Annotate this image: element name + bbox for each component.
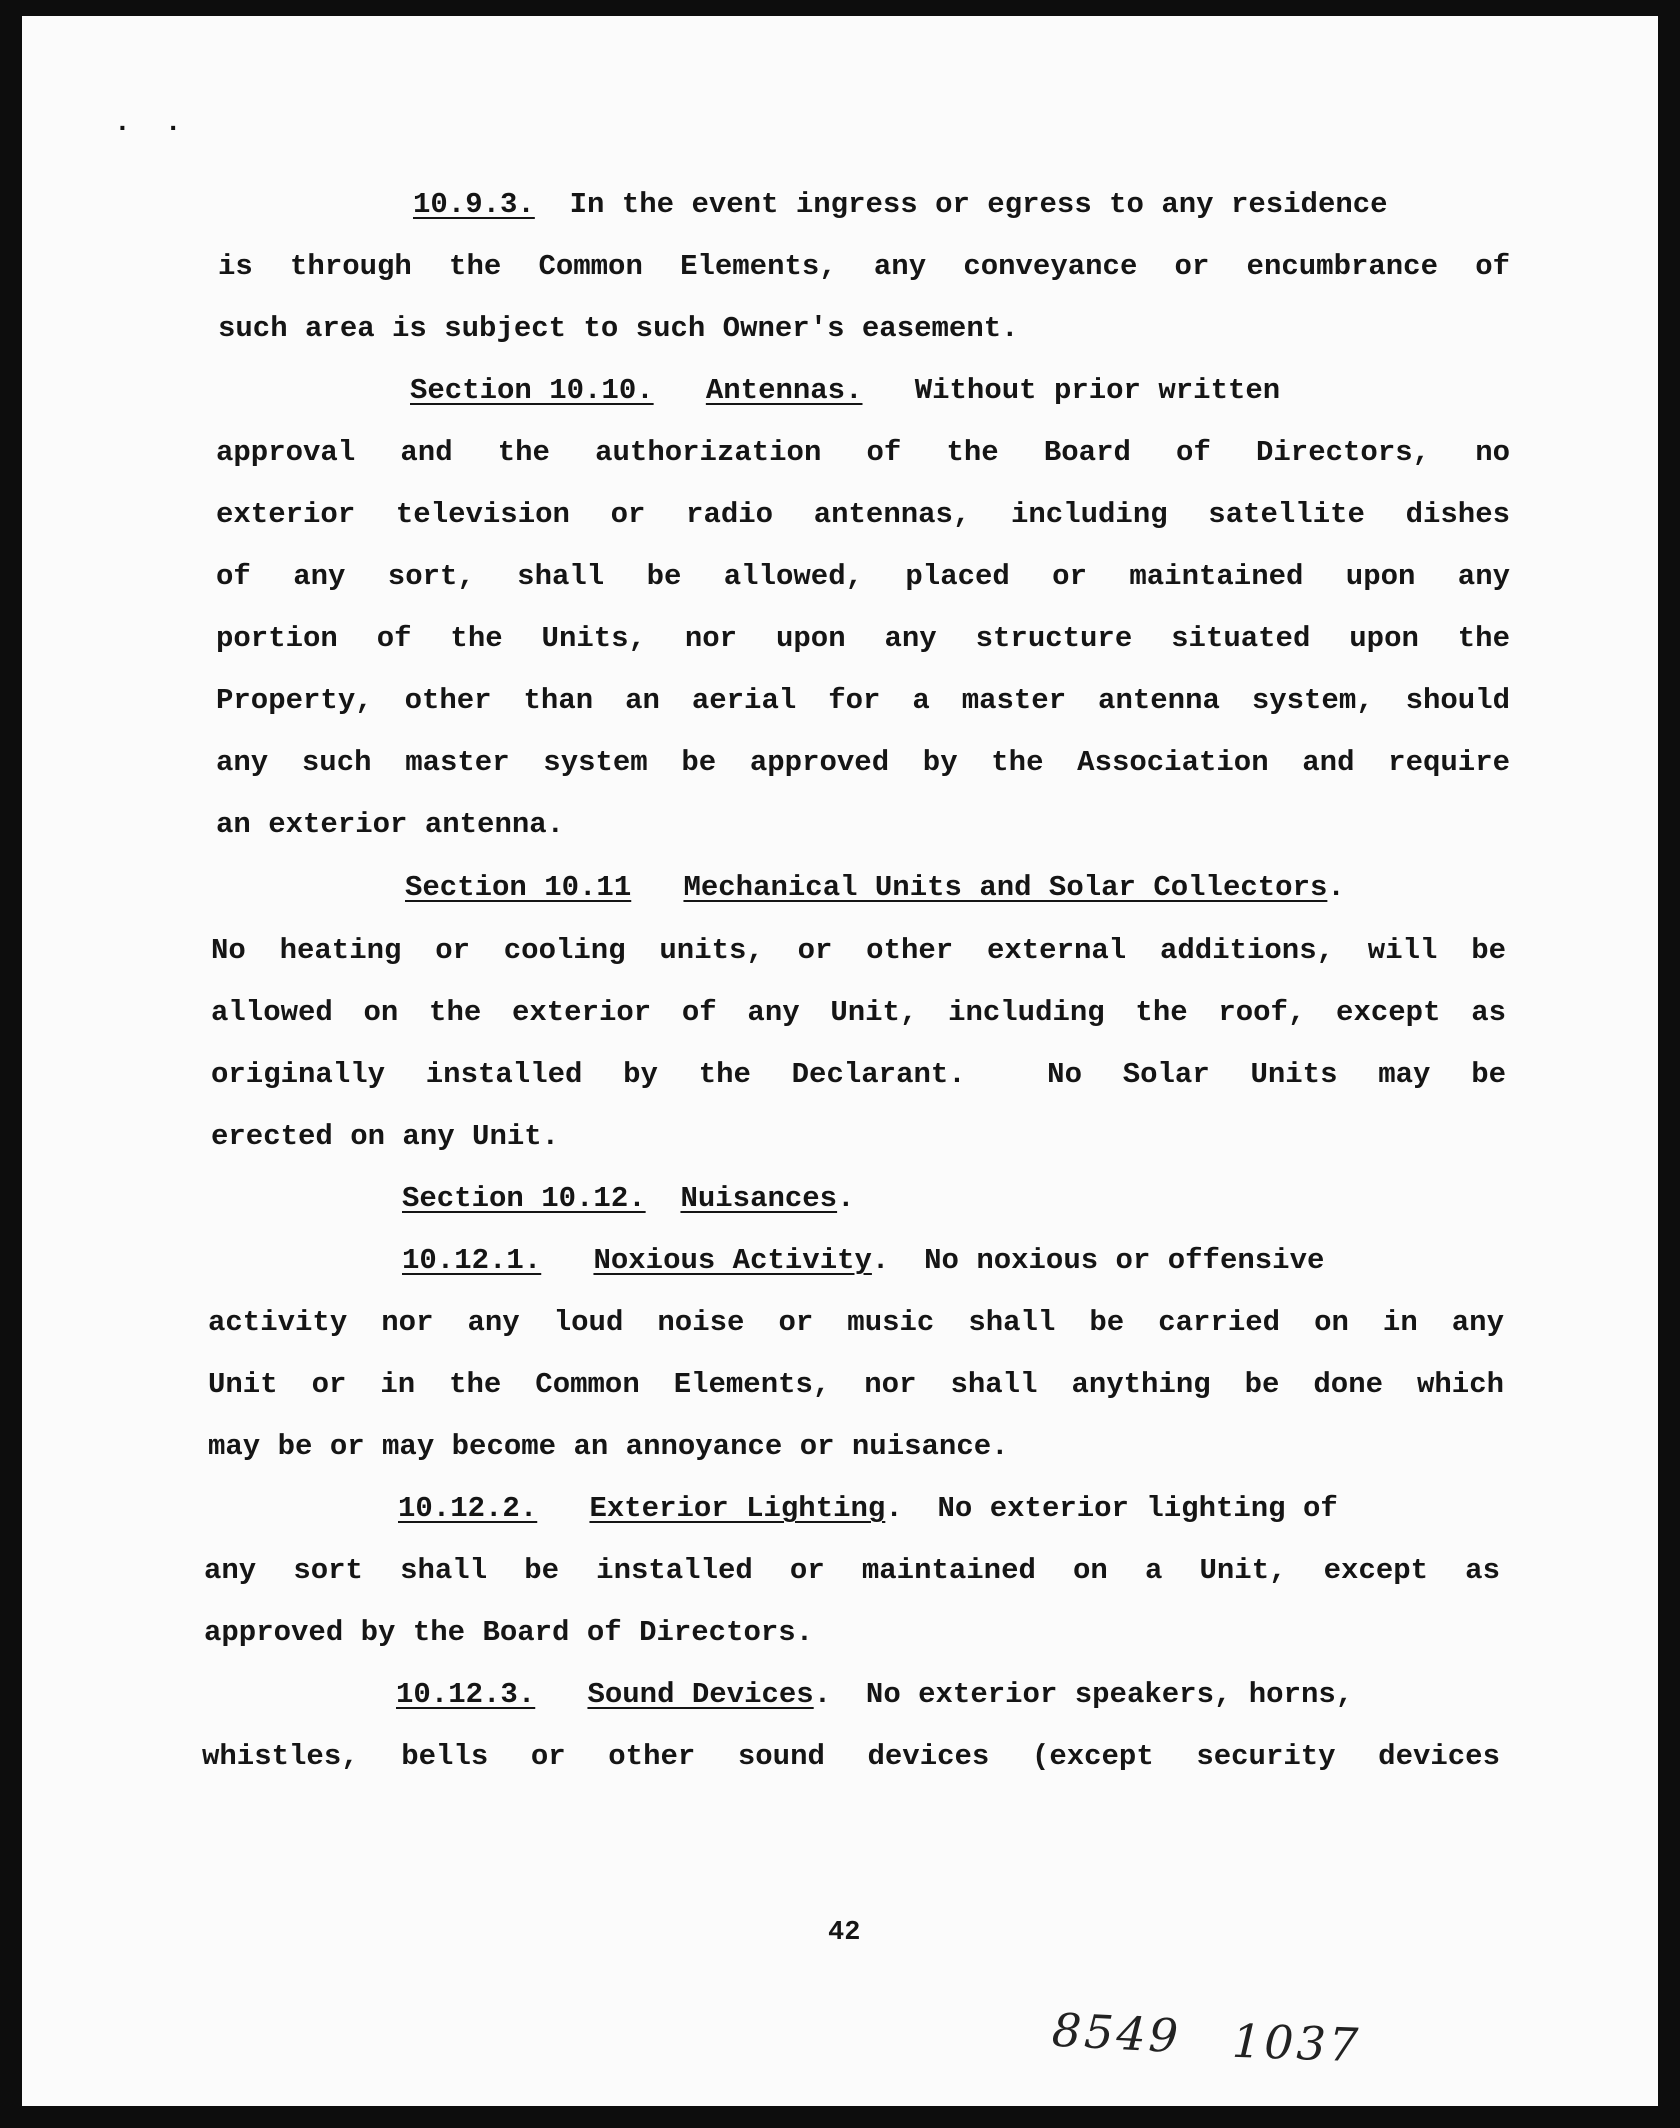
text-line: is through the Common Elements, any conveyance or encumbrance of bbox=[218, 250, 1510, 283]
section-title: Nuisances bbox=[680, 1182, 838, 1215]
text-line: an exterior antenna. bbox=[216, 808, 565, 841]
text-line: 10.12.1. Noxious Activity. No noxious or offensive bbox=[402, 1244, 1325, 1277]
section-title: Noxious Activity bbox=[593, 1244, 872, 1277]
text-line: any such master system be approved by the Association and require bbox=[216, 746, 1510, 779]
text-line: Unit or in the Common Elements, nor shall anything be done which bbox=[208, 1368, 1504, 1401]
text-line: activity nor any loud noise or music shall be carried on in any bbox=[208, 1306, 1504, 1339]
section-number: Section 10.11 bbox=[405, 871, 632, 904]
handwritten-page-reference: 1037 bbox=[1231, 2013, 1362, 2073]
text-line: Property, other than an aerial for a master antenna system, should bbox=[216, 684, 1510, 717]
text-line: such area is subject to such Owner's easement. bbox=[218, 312, 1019, 345]
text-line: 10.9.3. In the event ingress or egress to any residence bbox=[413, 188, 1388, 221]
text-line: No heating or cooling units, or other external additions, will be bbox=[211, 934, 1506, 967]
text-line: allowed on the exterior of any Unit, including the roof, except as bbox=[211, 996, 1506, 1029]
text-line: Section 10.10. Antennas. Without prior written bbox=[410, 374, 1281, 407]
section-title: Antennas. bbox=[705, 374, 863, 407]
text-line: originally installed by the Declarant. No Solar Units may be bbox=[211, 1058, 1506, 1091]
section-number: 10.9.3. bbox=[413, 188, 535, 221]
scan-specks: .. bbox=[114, 108, 216, 139]
section-number: 10.12.2. bbox=[398, 1492, 538, 1525]
text-line: approval and the authorization of the Board of Directors, no bbox=[216, 436, 1510, 469]
text-line: Section 10.12. Nuisances. bbox=[402, 1182, 855, 1215]
text-line: Section 10.11 Mechanical Units and Solar Collectors. bbox=[405, 871, 1345, 904]
text-line: approved by the Board of Directors. bbox=[204, 1616, 814, 1649]
text-line: any sort shall be installed or maintained on a Unit, except as bbox=[204, 1554, 1500, 1587]
text-line: whistles, bells or other sound devices (except security devices bbox=[202, 1740, 1500, 1773]
section-number: 10.12.1. bbox=[402, 1244, 542, 1277]
scan-border bbox=[0, 2114, 1680, 2128]
text-line: erected on any Unit. bbox=[211, 1120, 560, 1153]
text-line: exterior television or radio antennas, including satellite dishes bbox=[216, 498, 1510, 531]
text-line: of any sort, shall be allowed, placed or maintained upon any bbox=[216, 560, 1510, 593]
section-number: Section 10.10. bbox=[410, 374, 654, 407]
section-title: Mechanical Units and Solar Collectors bbox=[683, 871, 1328, 904]
document-page bbox=[22, 16, 1658, 2106]
text-line: 10.12.2. Exterior Lighting. No exterior lighting of bbox=[398, 1492, 1338, 1525]
text-line: may be or may become an annoyance or nuisance. bbox=[208, 1430, 1009, 1463]
page-number: 42 bbox=[828, 1918, 861, 1948]
section-number: Section 10.12. bbox=[402, 1182, 646, 1215]
section-title: Sound Devices bbox=[587, 1678, 814, 1711]
section-title: Exterior Lighting bbox=[589, 1492, 886, 1525]
text-line: portion of the Units, nor upon any structure situated upon the bbox=[216, 622, 1510, 655]
text-line: 10.12.3. Sound Devices. No exterior speakers, horns, bbox=[396, 1678, 1354, 1711]
section-number: 10.12.3. bbox=[396, 1678, 536, 1711]
handwritten-book-number: 8549 bbox=[1050, 2002, 1183, 2064]
